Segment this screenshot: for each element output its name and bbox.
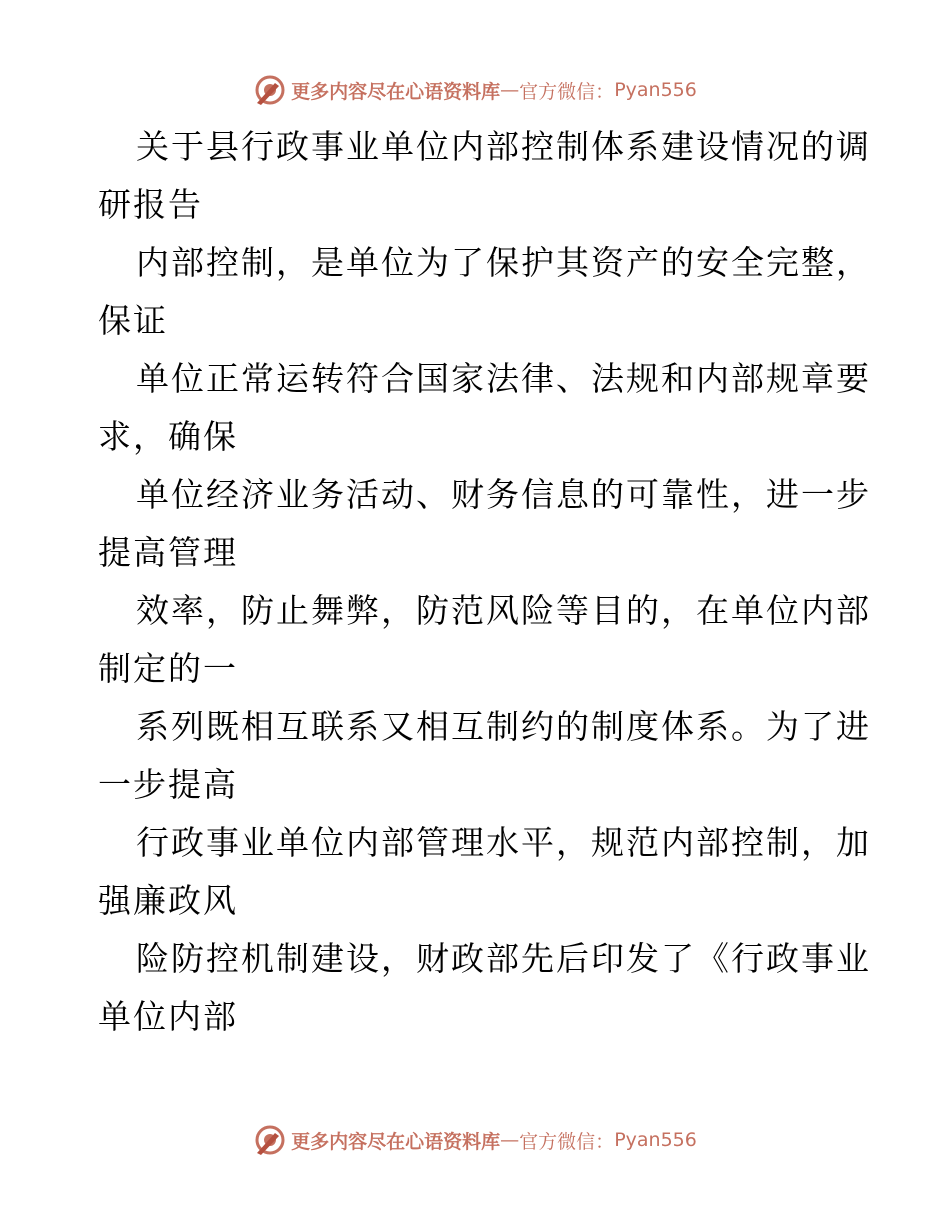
text-line: 内部控制，是单位为了保护其资产的安全完整，	[136, 243, 871, 282]
text-line: 制定的一	[98, 649, 238, 688]
text-line: 一步提高	[98, 765, 238, 804]
pen-circle-logo-icon	[253, 1123, 287, 1157]
watermark-id: Pyan556	[614, 79, 697, 101]
text-line: 行政事业单位内部管理水平，规范内部控制，加	[136, 823, 871, 862]
text-line: 保证	[98, 301, 168, 340]
watermark-label: 官方微信：	[519, 1130, 615, 1153]
text-line: 关于县行政事业单位内部控制体系建设情况的调	[136, 127, 871, 166]
text-line: 强廉政风	[98, 881, 238, 920]
watermark-dash: —	[500, 1129, 520, 1151]
text-line: 研报告	[98, 185, 203, 224]
text-line: 险防控机制建设，财政部先后印发了《行政事业	[136, 939, 871, 978]
text-line: 求，确保	[98, 417, 238, 456]
watermark-text: 更多内容尽在心语资料库	[291, 1130, 501, 1153]
watermark-id: Pyan556	[614, 1129, 697, 1151]
header-watermark	[0, 70, 950, 110]
watermark-label: 官方微信：	[519, 80, 615, 103]
text-line: 单位正常运转符合国家法律、法规和内部规章要	[136, 359, 871, 398]
text-line: 单位内部	[98, 997, 238, 1036]
text-line: 系列既相互联系又相互制约的制度体系。为了进	[136, 707, 871, 746]
document-body	[98, 118, 871, 1046]
watermark-text: 更多内容尽在心语资料库	[291, 80, 501, 103]
text-line: 提高管理	[98, 533, 238, 572]
footer-watermark	[0, 1120, 950, 1160]
text-line: 效率，防止舞弊，防范风险等目的，在单位内部	[136, 591, 871, 630]
watermark-dash: —	[500, 79, 520, 101]
pen-circle-logo-icon	[253, 73, 287, 107]
text-line: 单位经济业务活动、财务信息的可靠性，进一步	[136, 475, 871, 514]
